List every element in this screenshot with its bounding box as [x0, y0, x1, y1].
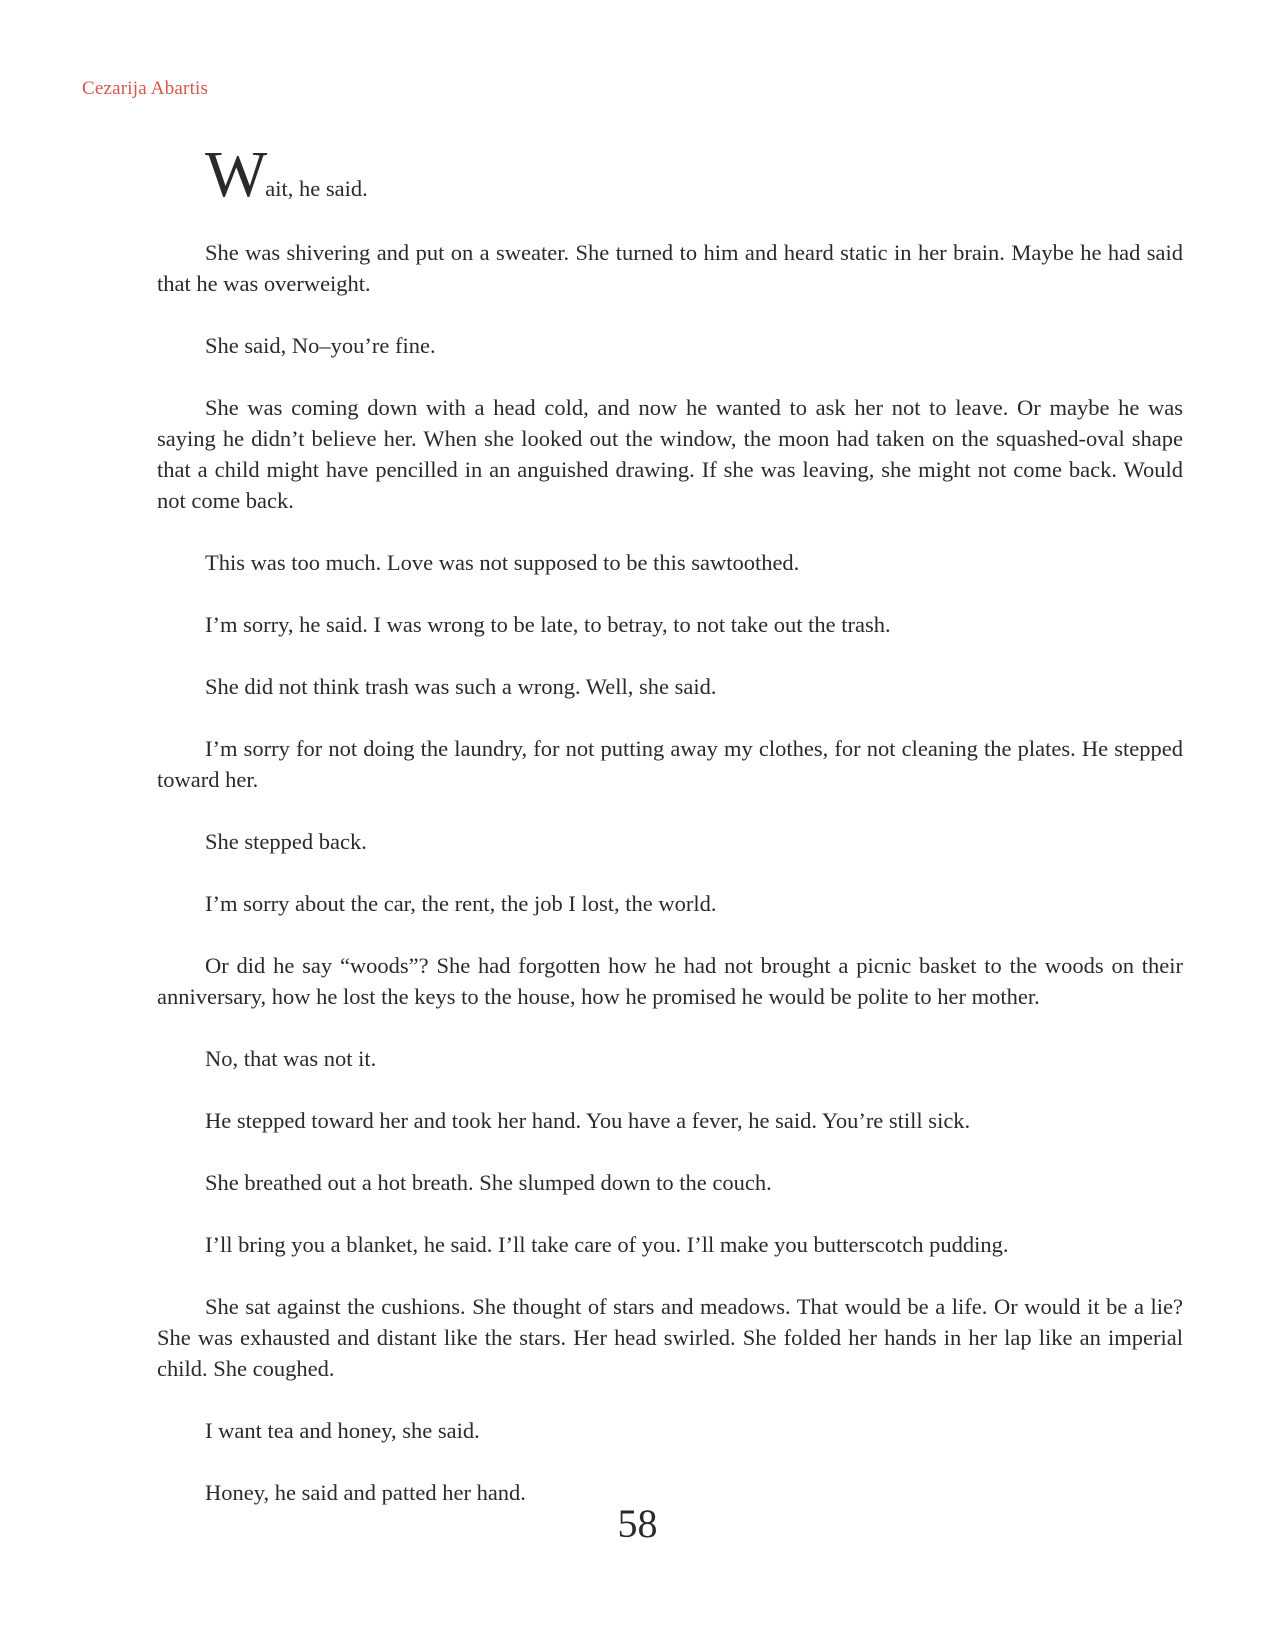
page-number: 58 [617, 1501, 658, 1546]
paragraph: I’m sorry, he said. I was wrong to be late, to betray, to not take out the trash. [205, 612, 891, 637]
paragraph: I’ll bring you a blanket, he said. I’ll take care of you. I’ll make you butterscotch pudding. [205, 1232, 1009, 1257]
paragraph-opening [157, 138, 1183, 211]
drop-cap: W [205, 138, 266, 211]
paragraph: I’m sorry about the car, the rent, the job I lost, the world. [205, 891, 717, 916]
story-text [157, 138, 1183, 1539]
paragraph: She said, No–you’re fine. [205, 333, 436, 358]
paragraph: He stepped toward her and took her hand. You have a fever, he said. You’re still sick. [205, 1108, 971, 1133]
paragraph: She sat against the cushions. She thought of stars and meadows. That would be a life. Or would it be a lie? She was exhausted and distant like the stars. Her head swirled. She folded her hands in her lap like an imperial child. She coughed. [157, 1294, 1183, 1381]
paragraph: She stepped back. [205, 829, 367, 854]
running-head-author: Cezarija Abartis [82, 78, 209, 99]
paragraph: I want tea and honey, she said. [205, 1418, 480, 1443]
paragraph: I’m sorry for not doing the laundry, for not putting away my clothes, for not cleaning the plates. He stepped toward her. [157, 736, 1183, 792]
paragraph: Or did he say “woods”? She had forgotten how he had not brought a picnic basket to the woods on their anniversary, how he lost the keys to the house, how he promised he would be polite to her mother. [157, 953, 1183, 1009]
paragraph: She did not think trash was such a wrong. Well, she said. [205, 674, 717, 699]
paragraph: She was shivering and put on a sweater. She turned to him and heard static in her brain. Maybe he had said that he was overweight. [157, 240, 1183, 296]
opening-line: ait, he said. [265, 176, 368, 201]
paragraph: This was too much. Love was not supposed to be this sawtoothed. [205, 550, 800, 575]
paragraph: Honey, he said and patted her hand. [205, 1480, 526, 1505]
paragraph: She was coming down with a head cold, and now he wanted to ask her not to leave. Or maybe he was saying he didn’t believe her. When she looked out the window, the moon had taken on the squashed-oval shape that a child might have pencilled in an anguished drawing. If she was leaving, she might not come back. Would not come back. [157, 395, 1183, 513]
paragraph: She breathed out a hot breath. She slumped down to the couch. [205, 1170, 772, 1195]
paragraph: No, that was not it. [205, 1046, 377, 1071]
